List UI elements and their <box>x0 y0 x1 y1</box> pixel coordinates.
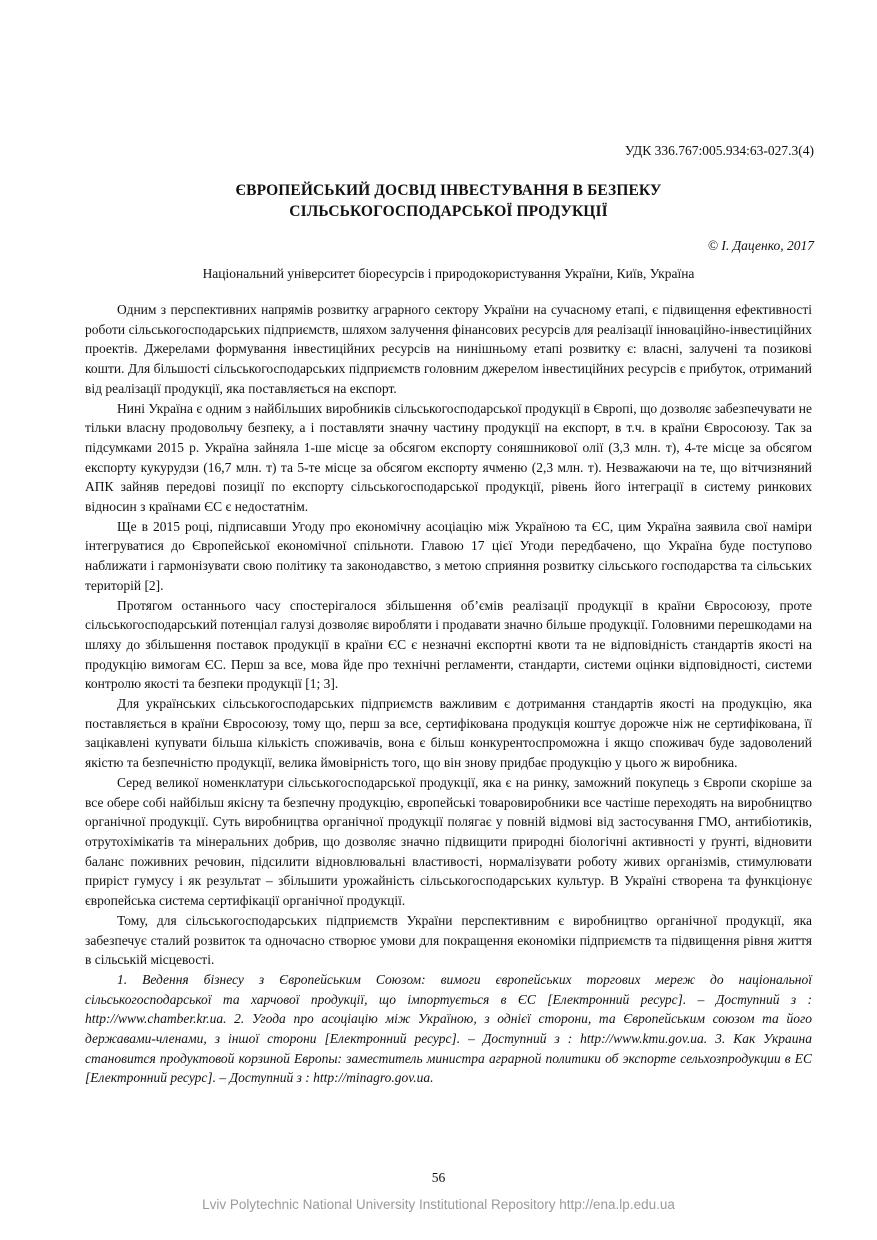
paragraph-2: Нині Україна є одним з найбільших виробників сільськогосподарської продукції в Європі, що дозволяє забезпечувати не тільки власну продовольчу безпеку, а і поставляти значну частину продукції на експорт, в т.ч. в країни Євросоюзу. Так за підсумками 2015 р. Україна зайняла 1-ше місце за обсягом експорту соняшникової олії (3,3 млн. т), 4-те місце за обсягом експорту кукурудзи (16,7 млн. т) та 5-те місце за обсягом експорту ячменю (2,3 млн. т). Незважаючи на те, що вітчизняний АПК зайняв передові позиції по експорту сільськогосподарської продукції, рівень його інтеграції в систему ринкових відносин з країнами ЄС є недостатнім. <box>85 400 812 515</box>
title-line-1: ЄВРОПЕЙСЬКИЙ ДОСВІД ІНВЕСТУВАННЯ В БЕЗПЕКУ <box>235 182 662 199</box>
paragraph-1: Одним з перспективних напрямів розвитку аграрного сектору України на сучасному етапі, є підвищення ефективності роботи сільськогосподарських підприємств, шляхом залучення фінансових ресурсів для реалізації інноваційно-інвестиційних проектів. Джерелами формування інвестиційних ресурсів на нинішньому етапі розвитку є: власні, залучені та позикові кошти. Для більшості сільськогосподарських підприємств головним джерелом інвестиційних ресурсів є прибуток, отриманий від реалізації продукції, яка поставляється на експорт. <box>85 302 812 396</box>
page-number: 56 <box>431 1170 446 1185</box>
references: 1. Ведення бізнесу з Європейським Союзом: вимоги європейських торгових мереж до національної сільськогосподарської та харчової продукції, що імпортується в ЄС [Електронний ресурс]. – Доступний з : http://www.chamber.kr.ua. 2. Угода про асоціацію між Україною, з однієї сторони, та Європейським союзом та його державами-членами, з іншої сторони [Електронний ресурс]. – Доступний з : http://www.kmu.gov.ua. 3. Как Украина становится продуктовой корзиной Европы: заместитель министра аграрной политики об экспорте сельхозпродукции в ЕС [Електронний ресурс]. – Доступний з : http://minagro.gov.ua. <box>85 971 812 1086</box>
udk-code: УДК 336.767:005.934:63-027.3(4) <box>624 143 814 158</box>
author-copyright: © І. Даценко, 2017 <box>707 238 814 253</box>
paragraph-7: Тому, для сільськогосподарських підприємств України перспективним є виробництво органічної продукції, яка забезпечує сталий розвиток та одночасно створює умови для покращення економіки підприємств та підвищення рівня життя в сільській місцевості. <box>85 912 812 968</box>
article-title <box>85 180 812 222</box>
paragraph-6: Серед великої номенклатури сільськогосподарської продукції, яка є на ринку, заможний покупець з Європи скоріше за все обере собі найбільш якісну та безпечну продукцію, європейські товаровиробники все частіше переходять на виробництво органічної продукції. Суть виробництва органічної продукції полягає у повній відмові від застосування ГМО, антибіотиків, отрутохімікатів та мінеральних добрив, що дозволяє значно підвищити природні біологічні активності у ґрунті, відновити баланс поживних речовин, підсилити відновлювальні властивості, нормалізувати роботу живих організмів, стимулювати приріст гумусу і як результат – збільшити урожайність сільськогосподарських культур. В Україні створена та функціонує європейська система сертифікації органічної продукції. <box>85 774 812 909</box>
paragraph-4: Протягом останнього часу спостерігалося збільшення об’ємів реалізації продукції в країни Євросоюзу, проте сільськогосподарський потенціал галузі дозволяє виробляти і продавати значно більше продукції. Головними перешкодами на шляху до збільшення поставок продукції в країни ЄС є незначні експортні квоти та не відповідність стандартів якості на продукцію вимогам ЄС. Перш за все, мова йде про технічні регламенти, стандарти, системи оцінки відповідності, системи контролю якості та безпеки продукції [1; 3]. <box>85 597 812 692</box>
title-line-2: СІЛЬСЬКОГОСПОДАРСЬКОЇ ПРОДУКЦІЇ <box>289 203 608 220</box>
repository-footer: Lviv Polytechnic National University Institutional Repository http://ena.lp.edu.ua <box>202 1197 675 1212</box>
paragraph-3: Ще в 2015 році, підписавши Угоду про економічну асоціацію між Україною та ЄС, цим Україна заявила свої наміри інтегруватися до Європейської економічної спільноти. Главою 17 цієї Угоди передбачено, що Україна буде поступово наближати і гармонізувати свою політику та законодавство, з метою сприяння розвитку сільського господарства та сільських територій [2]. <box>85 518 812 593</box>
paragraph-5: Для українських сільськогосподарських підприємств важливим є дотримання стандартів якості на продукцію, яка поставляється в країни Євросоюзу, тому що, перш за все, сертифікована продукція коштує дорожче ніж не сертифікована, її зацікавлені купувати більша кількість споживачів, вона є більш конкурентоспроможна і якщо споживач буде задоволений якістю та безпечністю продукції, велика ймовірність того, що він знову придбає продукцію у цього ж виробника. <box>85 696 812 771</box>
affiliation: Національний університет біоресурсів і природокористування України, Київ, Україна <box>202 266 695 281</box>
article-body <box>85 300 812 1088</box>
